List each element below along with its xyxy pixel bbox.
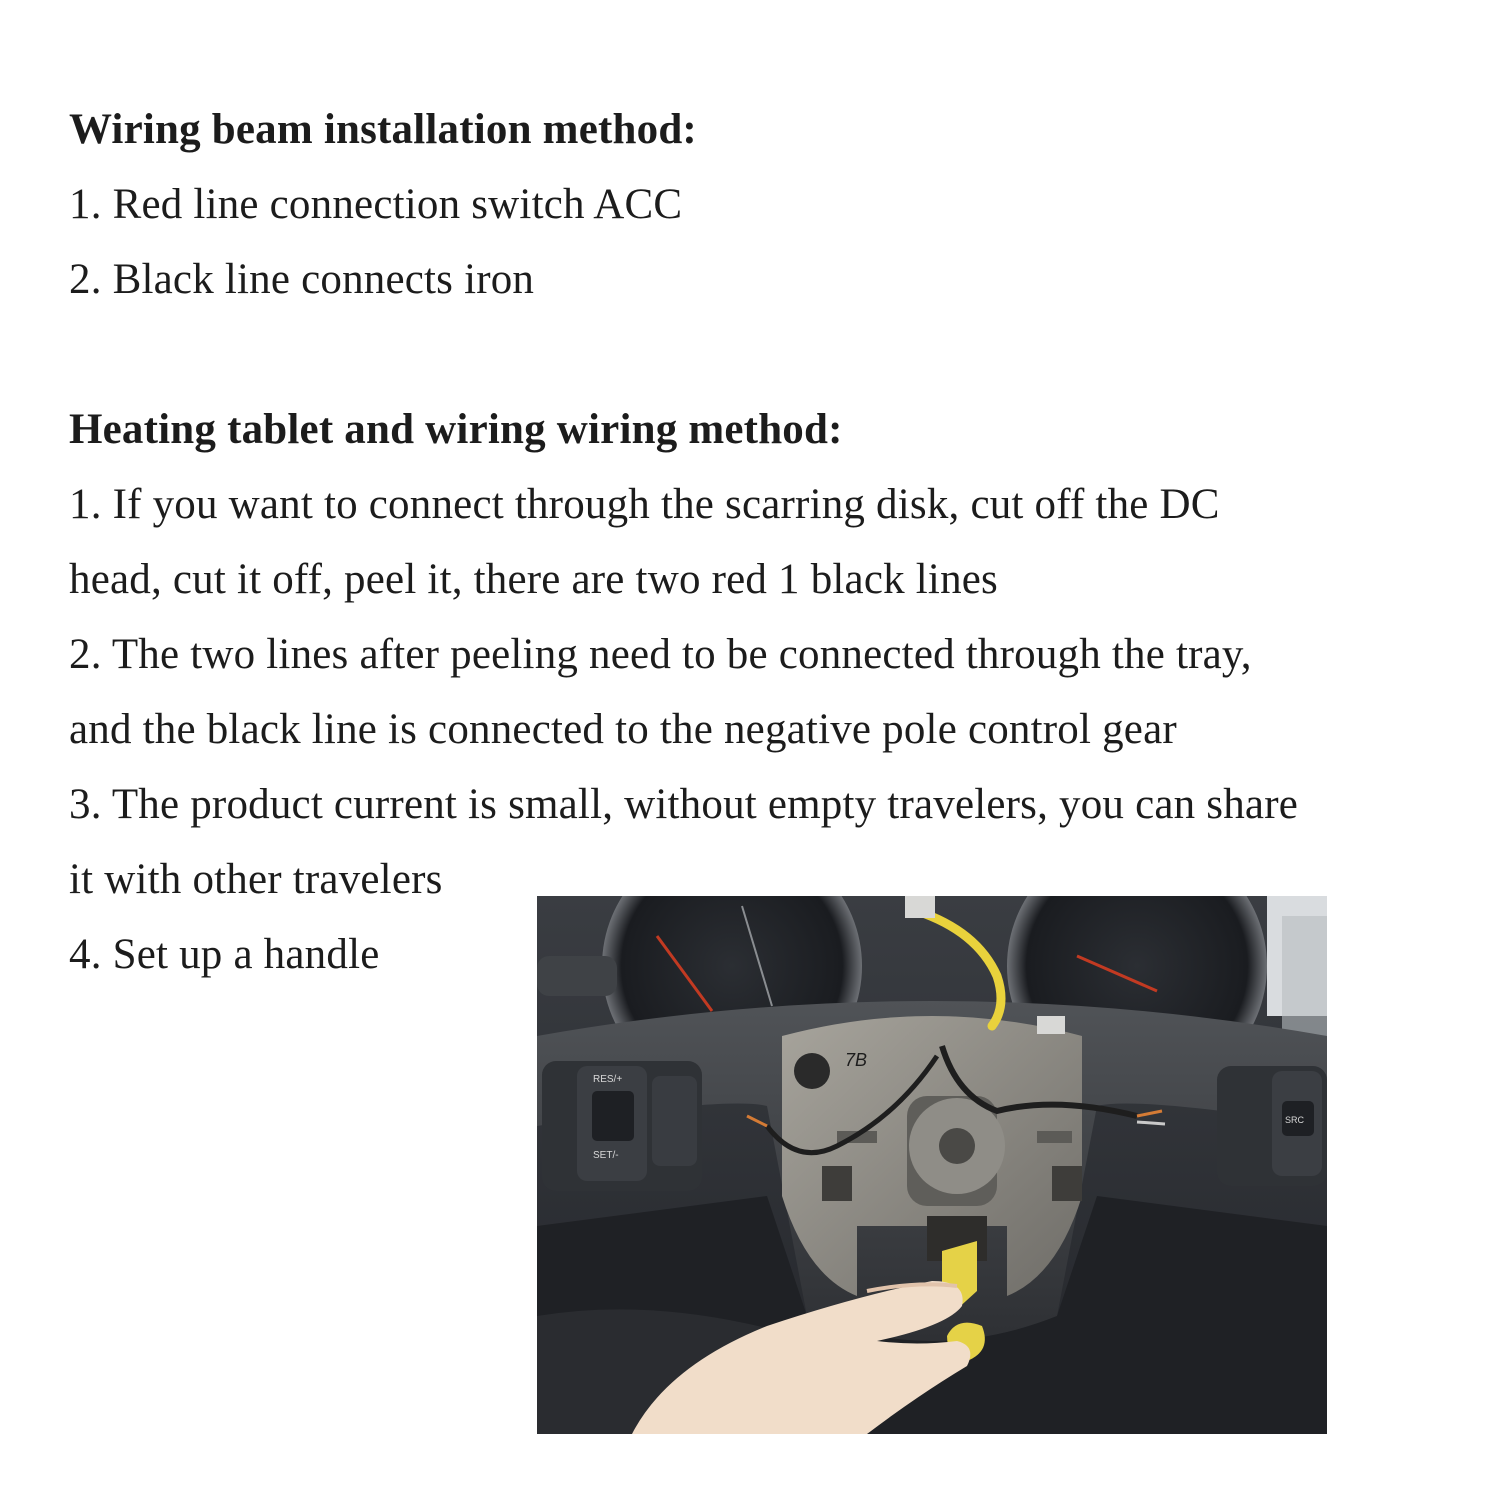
marker-label: 7B <box>845 1050 868 1070</box>
steering-wheel-photo <box>537 896 1327 1434</box>
section1-step-2: 2. Black line connects iron <box>69 256 535 303</box>
res-label: RES/+ <box>593 1074 623 1085</box>
section2-line-5: 3. The product current is small, without empty travelers, you can share <box>69 781 1299 828</box>
src-label: SRC <box>1285 1115 1305 1125</box>
set-label: SET/- <box>593 1150 619 1161</box>
section2-line-6: it with other travelers <box>69 856 443 903</box>
section2-line-1: 1. If you want to connect through the scarring disk, cut off the DC <box>69 481 1220 528</box>
section2-line-4: and the black line is connected to the negative pole control gear <box>69 706 1177 753</box>
section2-line-3: 2. The two lines after peeling need to be connected through the tray, <box>69 631 1252 678</box>
steering-wheel-illustration <box>537 896 1327 1434</box>
section1-heading: Wiring beam installation method: <box>69 106 697 153</box>
section2-heading: Heating tablet and wiring wiring method: <box>69 406 843 453</box>
section1-step-1: 1. Red line connection switch ACC <box>69 181 683 228</box>
section2-line-2: head, cut it off, peel it, there are two red 1 black lines <box>69 556 998 603</box>
section2-line-7: 4. Set up a handle <box>69 931 380 978</box>
